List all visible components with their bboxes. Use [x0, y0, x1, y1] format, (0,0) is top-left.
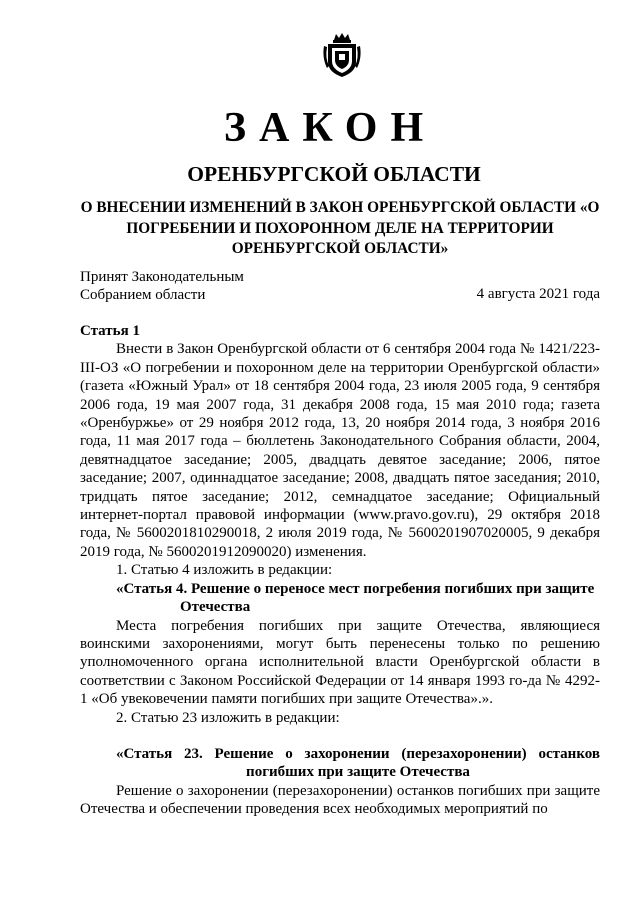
article-4-title: [80, 580, 600, 617]
law-title: ЗАКОН: [223, 105, 437, 151]
adoption-date: 4 августа 2021 года: [476, 286, 600, 302]
item-2: 2. Статью 23 изложить в редакции:: [116, 709, 340, 726]
article-4-title-line-1: «Статья 4. Решение о переносе мест погребения погибших при защите: [116, 580, 595, 597]
article-4-title-line-2: Отечества: [180, 599, 251, 616]
adoption-line-1: Принят Законодательным: [80, 269, 244, 285]
article-1-heading: Статья 1: [80, 323, 140, 339]
article-23-title-line-2: погибших при защите Отечества: [246, 764, 470, 781]
article-23-title: [80, 745, 600, 782]
coat-of-arms-icon: [322, 32, 362, 78]
article-23-title-line-1: «Статья 23. Решение о захоронении (перезахоронении) останков: [116, 745, 600, 762]
article-23-text: Решение о захоронении (перезахоронении) останков погибших при защите Отечества и обеспечении проведения всех необходимых мероприятий по: [80, 782, 600, 818]
item-1: 1. Статью 4 изложить в редакции:: [116, 562, 333, 579]
article-4-text: Места погребения погибших при защите Отечества, являющиеся воинскими захоронениями, могут быть перенесены только по решению уполномоченного органа исполнительной власти Оренбургской области в соответствии с Законом Российской Федерации от 14 января 1993 го-да № 4292-1 «Об увековечении памяти погибших при защите Отечества».».: [80, 617, 600, 708]
law-subtitle: О ВНЕСЕНИИ ИЗМЕНЕНИЙ В ЗАКОН ОРЕНБУРГСКОЙ ОБЛАСТИ «О ПОГРЕБЕНИИ И ПОХОРОННОМ ДЕЛЕ НА ТЕРРИТОРИИ ОРЕНБУРГСКОЙ ОБЛАСТИ»: [80, 199, 600, 257]
region-title: ОРЕНБУРГСКОЙ ОБЛАСТИ: [187, 162, 481, 186]
article-1-intro: Внести в Закон Оренбургской области от 6 сентября 2004 года № 1421/223-III-ОЗ «О погребении и похоронном деле на территории Оренбургской области» (газета «Южный Урал» от 18 сентября 2004 года, 23 июля 2005 года, 9 сентября 2006 года, 19 мая 2007 года, 31 декабря 2008 года, 15 мая 2010 года; газета «Оренбуржье» от 29 ноября 2012 года, 13, 20 ноября 2014 года, 3 ноября 2016 года, 11 мая 2017 года – бюллетень Законодательного Собрания области, 2004, девятнадцатое заседание; 2005, двадцать девятое заседание; 2006, пятое заседание; 2007, одиннадцатое заседание; 2008, двадцать пятое заседания; 2010, тридцать пятое заседание; 2012, семнадцатое заседание; Официальный интернет-портал правовой информации (www.pravo.gov.ru), 29 октября 2018 года, № 5600201810290018, 2 июля 2019 года, № 5600201907020005, 9 декабря 2019 года, № 5600201912090020) изменения.: [80, 341, 600, 560]
spacer: [80, 727, 600, 745]
adoption-note: [80, 269, 244, 304]
law-body: [80, 322, 600, 819]
adoption-line-2: Собранием области: [80, 286, 206, 303]
